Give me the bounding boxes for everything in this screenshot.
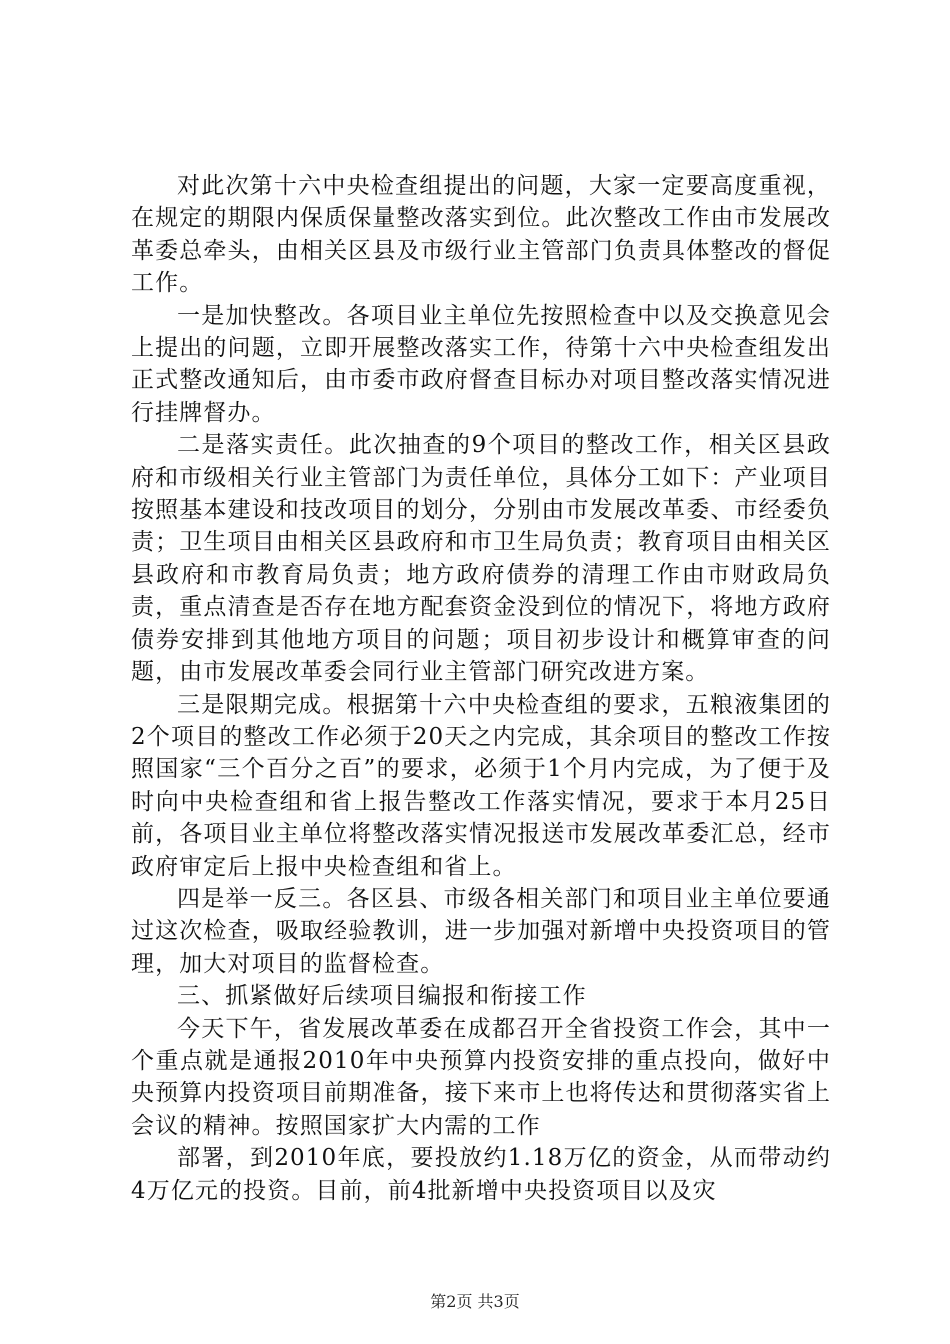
- paragraph-investment-meeting: 今天下午，省发展改革委在成都召开全省投资工作会，其中一个重点就是通报2010年中央预算内投资安排的重点投向，做好中央预算内投资项目前期准备，接下来市上也将传达和贯彻落实省上会议的精神。按照国家扩大内需的工作: [131, 1015, 831, 1139]
- paragraph-deployment: 部署，到2010年底，要投放约1.18万亿的资金，从而带动约4万亿元的投资。目前，前4批新增中央投资项目以及灾: [131, 1145, 831, 1204]
- paragraph-point-one: 一是加快整改。各项目业主单位先按照检查中以及交换意见会上提出的问题，立即开展整改落实工作，待第十六中央检查组发出正式整改通知后，由市委市政府督查目标办对项目整改落实情况进行挂牌督办。: [131, 302, 831, 426]
- body-text: [131, 170, 831, 1207]
- paragraph-point-three: 三是限期完成。根据第十六中央检查组的要求，五粮液集团的2个项目的整改工作必须于20天之内完成，其余项目的整改工作按照国家“三个百分之百”的要求，必须于1个月内完成，为了便于及时向中央检查组和省上报告整改工作落实情况，要求于本月25日前，各项目业主单位将整改落实情况报送市发展改革委汇总，经市政府审定后上报中央检查组和省上。: [131, 691, 831, 880]
- paragraph-point-two: 二是落实责任。此次抽查的9个项目的整改工作，相关区县政府和市级相关行业主管部门为责任单位，具体分工如下：产业项目按照基本建设和技改项目的划分，分别由市发展改革委、市经委负责；卫生项目由相关区县政府和市卫生局负责；教育项目由相关区县政府和市教育局负责；地方政府债券的清理工作由市财政局负责，重点清查是否存在地方配套资金没到位的情况下，将地方政府债券安排到其他地方项目的问题；项目初步设计和概算审查的问题，由市发展改革委会同行业主管部门研究改进方案。: [131, 432, 831, 686]
- paragraph-rectification-intro: 对此次第十六中央检查组提出的问题，大家一定要高度重视，在规定的期限内保质保量整改落实到位。此次整改工作由市发展改革委总牵头，由相关区县及市级行业主管部门负责具体整改的督促工作。: [131, 173, 831, 297]
- paragraph-point-four: 四是举一反三。各区县、市级各相关部门和项目业主单位要通过这次检查，吸取经验教训，进一步加强对新增中央投资项目的管理，加大对项目的监督检查。: [131, 885, 831, 977]
- page-footer: [0, 1292, 950, 1312]
- page-number: 第2页 共3页: [430, 1292, 520, 1311]
- section-heading-three: 三、抓紧做好后续项目编报和衔接工作: [177, 983, 587, 1010]
